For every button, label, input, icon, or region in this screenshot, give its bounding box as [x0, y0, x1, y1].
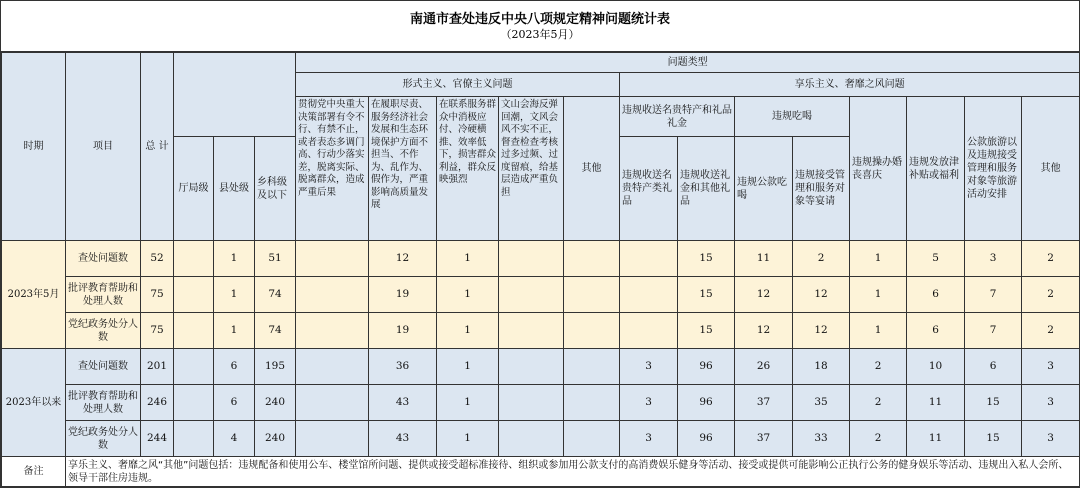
header-period: 时期: [2, 53, 66, 241]
header-gift2: 违规收送礼金和其他礼品: [678, 137, 735, 241]
cell-f4: [499, 385, 564, 421]
cell-sub: 11: [907, 385, 965, 421]
cell-f5: [564, 385, 620, 421]
cell-e2: 35: [793, 385, 850, 421]
header-eat-group: 违规吃喝: [735, 97, 850, 137]
cell-f1: [296, 313, 369, 349]
cell-total: 75: [141, 313, 174, 349]
cell-ting: [174, 349, 214, 385]
cell-f2: 19: [369, 313, 437, 349]
header-f3: 在联系服务群众中消极应付、冷硬横推、效率低下，损害群众利益，群众反映强烈: [437, 97, 499, 241]
row-item: 查处问题数: [66, 241, 141, 277]
cell-sub: 5: [907, 241, 965, 277]
cell-e1: 12: [735, 277, 793, 313]
table-row: [2, 241, 1080, 277]
header-problem-type: 问题类型: [296, 53, 1080, 73]
header-level-xiang: 乡科级及以下: [255, 137, 296, 241]
cell-xian: 1: [214, 313, 255, 349]
cell-f5: [564, 421, 620, 457]
cell-g2: 15: [678, 277, 735, 313]
header-total: 总 计: [141, 53, 174, 241]
cell-f4: [499, 313, 564, 349]
header-level-xian: 县处级: [214, 137, 255, 241]
cell-xian: 1: [214, 241, 255, 277]
cell-wed: 1: [850, 313, 907, 349]
row-period: 2023年5月: [2, 241, 66, 349]
header-f4: 文山会海反弹回潮，文风会风不实不正，督查检查考核过多过频、过度留痕，给基层造成严重负担: [499, 97, 564, 241]
cell-f3: 1: [437, 277, 499, 313]
cell-ting: [174, 385, 214, 421]
cell-sub: 10: [907, 349, 965, 385]
cell-oth: 2: [1022, 313, 1080, 349]
cell-ting: [174, 241, 214, 277]
table-row: [2, 421, 1080, 457]
cell-f3: 1: [437, 313, 499, 349]
header-gift1: 违规收送名贵特产类礼品: [620, 137, 678, 241]
cell-g2: 96: [678, 349, 735, 385]
cell-sub: 6: [907, 313, 965, 349]
cell-e1: 37: [735, 421, 793, 457]
header-travel: 公款旅游以及违规接受管理和服务对象等旅游活动安排: [965, 97, 1022, 241]
header-wedding: 违规操办婚丧喜庆: [850, 97, 907, 241]
table-title: 南通市查处违反中央八项规定精神问题统计表: [409, 12, 670, 27]
header-f5: 其他: [564, 97, 620, 241]
cell-sub: 6: [907, 277, 965, 313]
row-item: 党纪政务处分人数: [66, 313, 141, 349]
cell-f4: [499, 421, 564, 457]
row-period: 2023年以来: [2, 349, 66, 457]
cell-sub: 11: [907, 421, 965, 457]
header-hedonism: 享乐主义、奢靡之风问题: [620, 73, 1080, 97]
cell-xiang: 240: [255, 385, 296, 421]
cell-total: 52: [141, 241, 174, 277]
cell-f5: [564, 349, 620, 385]
cell-f5: [564, 241, 620, 277]
header-gift-group: 违规收送名贵特产和礼品礼金: [620, 97, 735, 137]
cell-f3: 1: [437, 385, 499, 421]
footer-label: 备注: [2, 457, 66, 487]
cell-oth: 3: [1022, 349, 1080, 385]
cell-f2: 19: [369, 277, 437, 313]
cell-trv: 7: [965, 277, 1022, 313]
header-item: 项目: [66, 53, 141, 241]
cell-ting: [174, 277, 214, 313]
cell-g1: 3: [620, 421, 678, 457]
cell-wed: 2: [850, 349, 907, 385]
cell-e2: 2: [793, 241, 850, 277]
cell-f4: [499, 349, 564, 385]
cell-f1: [296, 241, 369, 277]
header-eat1: 违规公款吃喝: [735, 137, 793, 241]
cell-f5: [564, 313, 620, 349]
cell-e1: 11: [735, 241, 793, 277]
cell-e1: 37: [735, 385, 793, 421]
cell-f3: 1: [437, 421, 499, 457]
cell-xiang: 51: [255, 241, 296, 277]
header-eat2: 违规接受管理和服务对象等宴请: [793, 137, 850, 241]
cell-g2: 96: [678, 385, 735, 421]
cell-wed: 1: [850, 241, 907, 277]
title-block: [1, 1, 1079, 52]
cell-f5: [564, 277, 620, 313]
header-subsidy: 违规发放津补贴或福利: [907, 97, 965, 241]
cell-e1: 12: [735, 313, 793, 349]
cell-trv: 6: [965, 349, 1022, 385]
header-f1: 贯彻党中央重大决策部署有令不行、有禁不止，或者表态多调门高、行动少落实差，脱离实际、脱离群众，造成严重后果: [296, 97, 369, 241]
cell-e1: 26: [735, 349, 793, 385]
cell-xian: 4: [214, 421, 255, 457]
cell-f1: [296, 421, 369, 457]
cell-oth: 3: [1022, 385, 1080, 421]
cell-f1: [296, 277, 369, 313]
cell-xiang: 240: [255, 421, 296, 457]
cell-e2: 33: [793, 421, 850, 457]
cell-g2: 15: [678, 241, 735, 277]
cell-wed: 2: [850, 421, 907, 457]
cell-g2: 15: [678, 313, 735, 349]
cell-f2: 43: [369, 421, 437, 457]
cell-g1: 3: [620, 385, 678, 421]
row-item: 查处问题数: [66, 349, 141, 385]
footer-note: 享乐主义、奢靡之风“其他”问题包括：违规配备和使用公车、楼堂馆所问题、提供或接受超标准接待、组织或参加用公款支付的高消费娱乐健身等活动、接受或提供可能影响公正执行公务的健身娱乐等活动、违规出入私人会所、领导干部住房违规。: [66, 457, 1080, 487]
header-f2: 在履职尽责、服务经济社会发展和生态环境保护方面不担当、不作为、乱作为、假作为，严重影响高质量发展: [369, 97, 437, 241]
header-other: 其他: [1022, 97, 1080, 241]
cell-e2: 18: [793, 349, 850, 385]
cell-xian: 6: [214, 385, 255, 421]
cell-trv: 15: [965, 385, 1022, 421]
cell-xiang: 74: [255, 313, 296, 349]
cell-f2: 43: [369, 385, 437, 421]
cell-g1: [620, 241, 678, 277]
header-level-ting: 厅局级: [174, 137, 214, 241]
cell-xiang: 195: [255, 349, 296, 385]
cell-trv: 15: [965, 421, 1022, 457]
cell-wed: 2: [850, 385, 907, 421]
table-subtitle: （2023年5月）: [500, 28, 580, 41]
statistics-table: [1, 52, 1080, 487]
cell-f2: 12: [369, 241, 437, 277]
cell-wed: 1: [850, 277, 907, 313]
row-item: 党纪政务处分人数: [66, 421, 141, 457]
cell-f2: 36: [369, 349, 437, 385]
cell-oth: 3: [1022, 421, 1080, 457]
cell-f4: [499, 277, 564, 313]
cell-total: 201: [141, 349, 174, 385]
cell-f1: [296, 385, 369, 421]
cell-trv: 7: [965, 313, 1022, 349]
row-item: 批评教育帮助和处理人数: [66, 277, 141, 313]
cell-total: 75: [141, 277, 174, 313]
header-formalism: 形式主义、官僚主义问题: [296, 73, 620, 97]
table-row: [2, 385, 1080, 421]
cell-g2: 96: [678, 421, 735, 457]
cell-total: 246: [141, 385, 174, 421]
row-item: 批评教育帮助和处理人数: [66, 385, 141, 421]
cell-g1: [620, 313, 678, 349]
cell-ting: [174, 421, 214, 457]
cell-g1: 3: [620, 349, 678, 385]
cell-e2: 12: [793, 277, 850, 313]
cell-trv: 3: [965, 241, 1022, 277]
cell-oth: 2: [1022, 277, 1080, 313]
cell-xian: 1: [214, 277, 255, 313]
cell-e2: 12: [793, 313, 850, 349]
cell-g1: [620, 277, 678, 313]
table-row: [2, 277, 1080, 313]
cell-ting: [174, 313, 214, 349]
cell-total: 244: [141, 421, 174, 457]
cell-f3: 1: [437, 241, 499, 277]
table-row: [2, 349, 1080, 385]
header-level-blank: [174, 53, 296, 137]
cell-f3: 1: [437, 349, 499, 385]
cell-f4: [499, 241, 564, 277]
cell-xiang: 74: [255, 277, 296, 313]
cell-oth: 2: [1022, 241, 1080, 277]
cell-f1: [296, 349, 369, 385]
cell-xian: 6: [214, 349, 255, 385]
table-row: [2, 313, 1080, 349]
